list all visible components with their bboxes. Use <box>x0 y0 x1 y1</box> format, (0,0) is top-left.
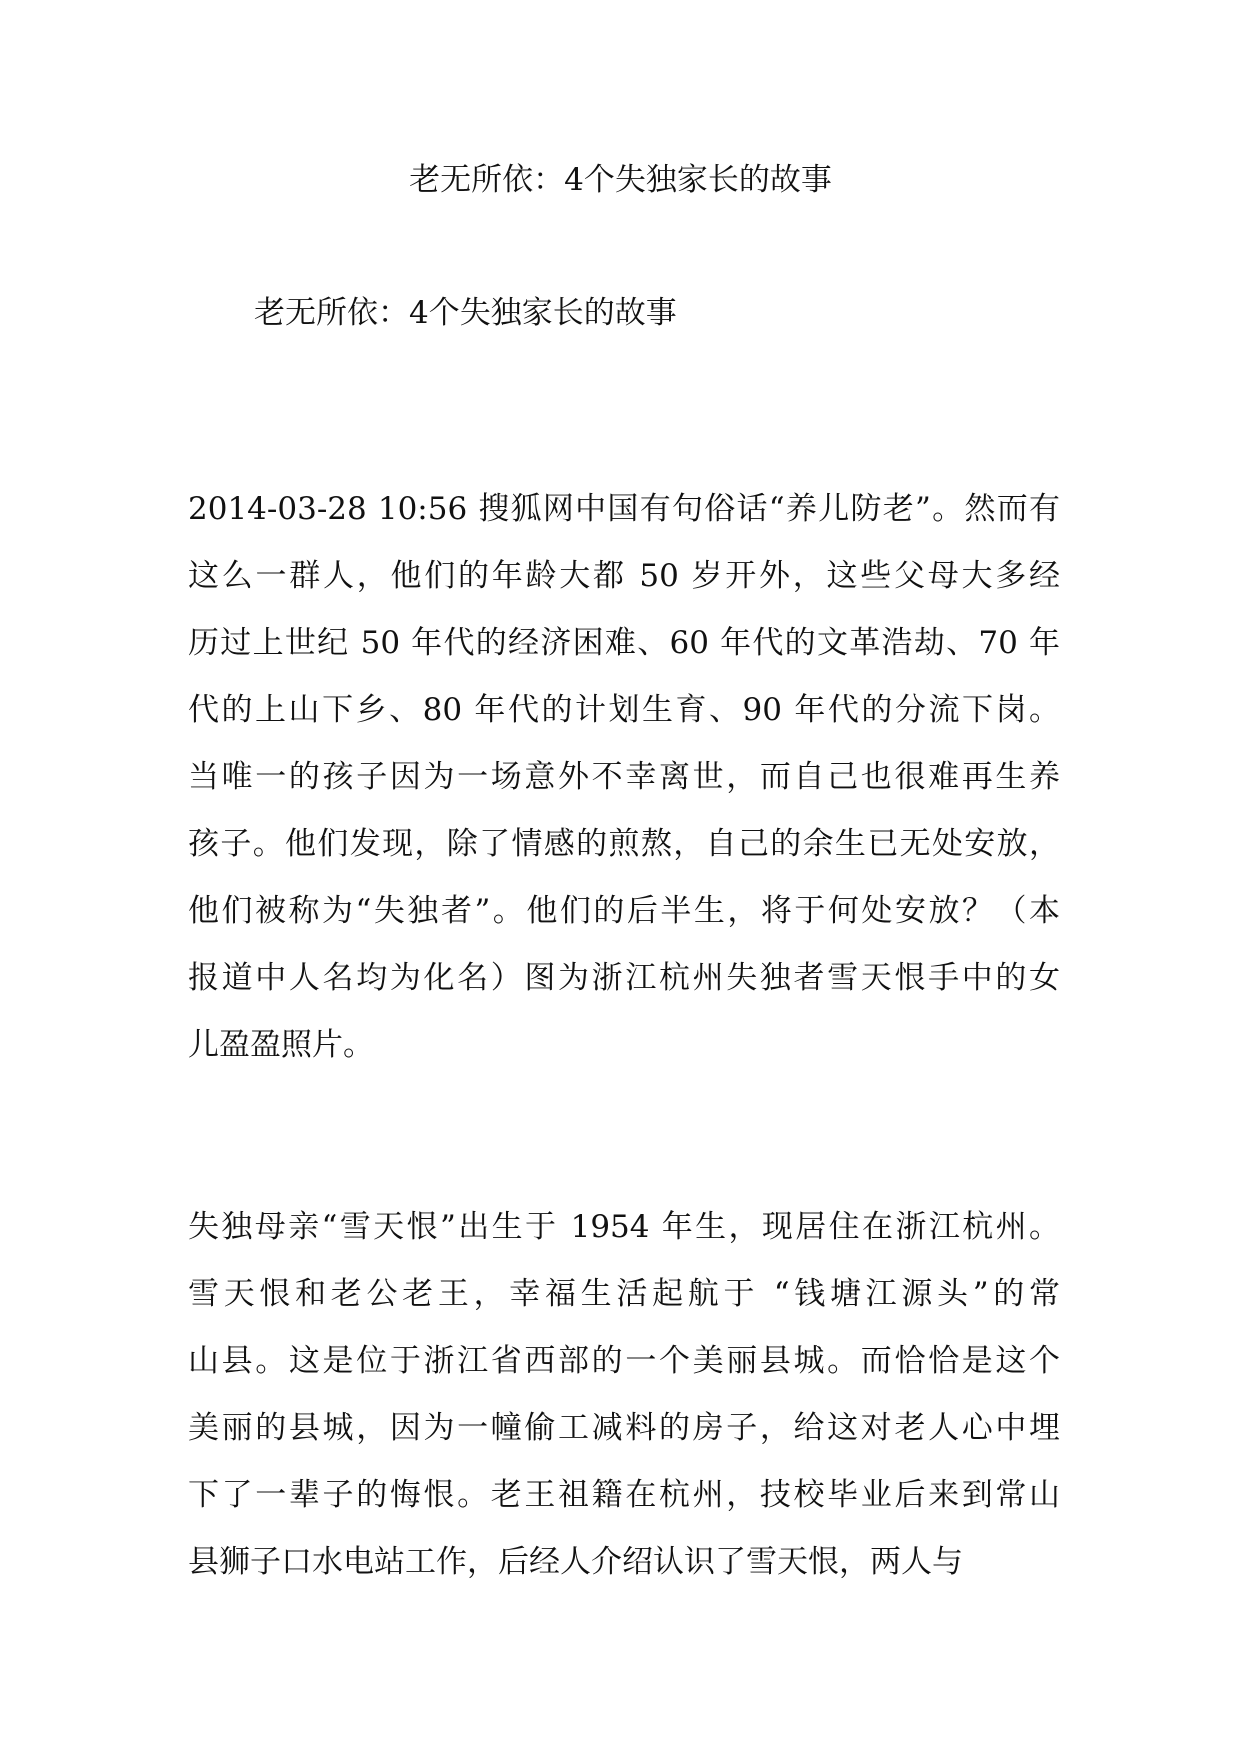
document-title: 老无所依：4个失独家长的故事 <box>409 162 832 198</box>
paragraph-line: 孩子。他们发现，除了情感的煎熬，自己的余生已无处安放， <box>188 826 1060 862</box>
paragraph-2 <box>188 1194 1060 1596</box>
paragraph-line: 2014-03-28 10:56 搜狐网中国有句俗话“养儿防老”。然而有 <box>188 491 1060 527</box>
paragraph-line: 历过上世纪 50 年代的经济困难、60 年代的文革浩劫、70 年 <box>188 625 1060 661</box>
document-subtitle: 老无所依：4个失独家长的故事 <box>254 295 677 331</box>
paragraph-line: 山县。这是位于浙江省西部的一个美丽县城。而恰恰是这个 <box>188 1343 1060 1379</box>
paragraph-line: 这么一群人，他们的年龄大都 50 岁开外，这些父母大多经 <box>188 558 1060 594</box>
paragraph-line: 儿盈盈照片。 <box>188 1027 374 1063</box>
paragraph-line: 代的上山下乡、80 年代的计划生育、90 年代的分流下岗。 <box>188 692 1060 728</box>
paragraph-line: 当唯一的孩子因为一场意外不幸离世，而自己也很难再生养 <box>188 759 1060 795</box>
paragraph-line: 他们被称为“失独者”。他们的后半生，将于何处安放？（本 <box>188 893 1060 929</box>
paragraph-line: 下了一辈子的悔恨。老王祖籍在杭州，技校毕业后来到常山 <box>188 1477 1060 1513</box>
paragraph-line: 报道中人名均为化名）图为浙江杭州失独者雪天恨手中的女 <box>188 960 1060 996</box>
paragraph-line: 雪天恨和老公老王，幸福生活起航于 “钱塘江源头”的常 <box>188 1276 1060 1312</box>
paragraph-1 <box>188 476 1060 1079</box>
paragraph-line: 美丽的县城，因为一幢偷工减料的房子，给这对老人心中埋 <box>188 1410 1060 1446</box>
paragraph-line: 失独母亲“雪天恨”出生于 1954 年生，现居住在浙江杭州。 <box>188 1209 1060 1245</box>
paragraph-line: 县狮子口水电站工作，后经人介绍认识了雪天恨，两人与 <box>188 1544 963 1580</box>
